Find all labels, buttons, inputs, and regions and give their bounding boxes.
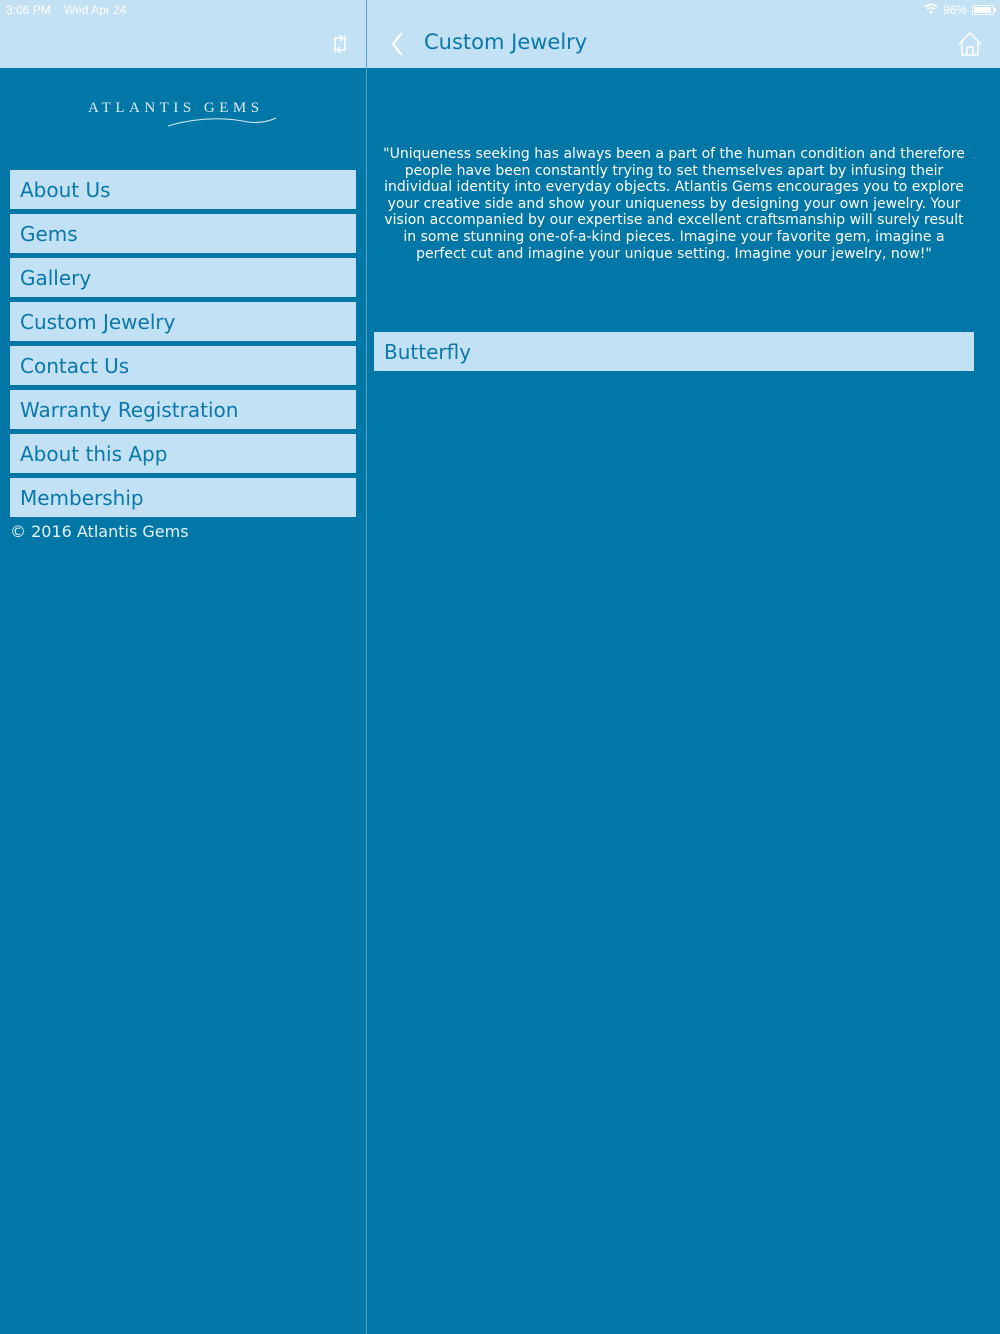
copyright-text: © 2016 Atlantis Gems (10, 522, 189, 541)
back-chevron-icon (386, 30, 410, 58)
sidebar-item-custom-jewelry[interactable]: Custom Jewelry (10, 302, 356, 341)
sidebar-item-gems[interactable]: Gems (10, 214, 356, 253)
status-date: Wed Apr 24 (64, 3, 127, 17)
status-time: 3:06 PM (6, 3, 51, 17)
logo-swoosh-icon (168, 114, 278, 130)
sidebar-item-about-us[interactable]: About Us (10, 170, 356, 209)
sidebar-item-gallery[interactable]: Gallery (10, 258, 356, 297)
back-button[interactable] (386, 30, 410, 58)
page-title: Custom Jewelry (424, 30, 588, 54)
wifi-icon (924, 3, 938, 17)
sidebar-item-contact-us[interactable]: Contact Us (10, 346, 356, 385)
sidebar-item-warranty-registration[interactable]: Warranty Registration (10, 390, 356, 429)
home-icon (956, 30, 984, 58)
sidebar-item-about-this-app[interactable]: About this App (10, 434, 356, 473)
logo-text: ATLANTIS GEMS (88, 100, 264, 116)
brand-logo (88, 98, 288, 138)
sidebar-menu (10, 170, 356, 522)
status-right (924, 3, 994, 17)
battery-percent: 96% (942, 3, 967, 17)
sidebar-item-membership[interactable]: Membership (10, 478, 356, 517)
split-divider (366, 0, 367, 1334)
sync-icon[interactable] (328, 32, 352, 56)
home-button[interactable] (956, 30, 984, 58)
intro-text: "Uniqueness seeking has always been a part of the human condition and therefore people have been constantly trying to set themselves apart by infusing their individual identity into everyday objects. Atlantis Gems encourages you to explore your creative side and show your uniqueness by designing your own jewelry. Your vision accompanied by our expertise and excellent craftsmanship will surely result in some stunning one-of-a-kind pieces. Imagine your favorite gem, imagine a perfect cut and imagine your unique setting. Imagine your jewelry, now!" (383, 146, 965, 262)
list-item-butterfly[interactable]: Butterfly (374, 332, 974, 371)
status-bar (0, 0, 1000, 20)
battery-icon (972, 5, 994, 15)
